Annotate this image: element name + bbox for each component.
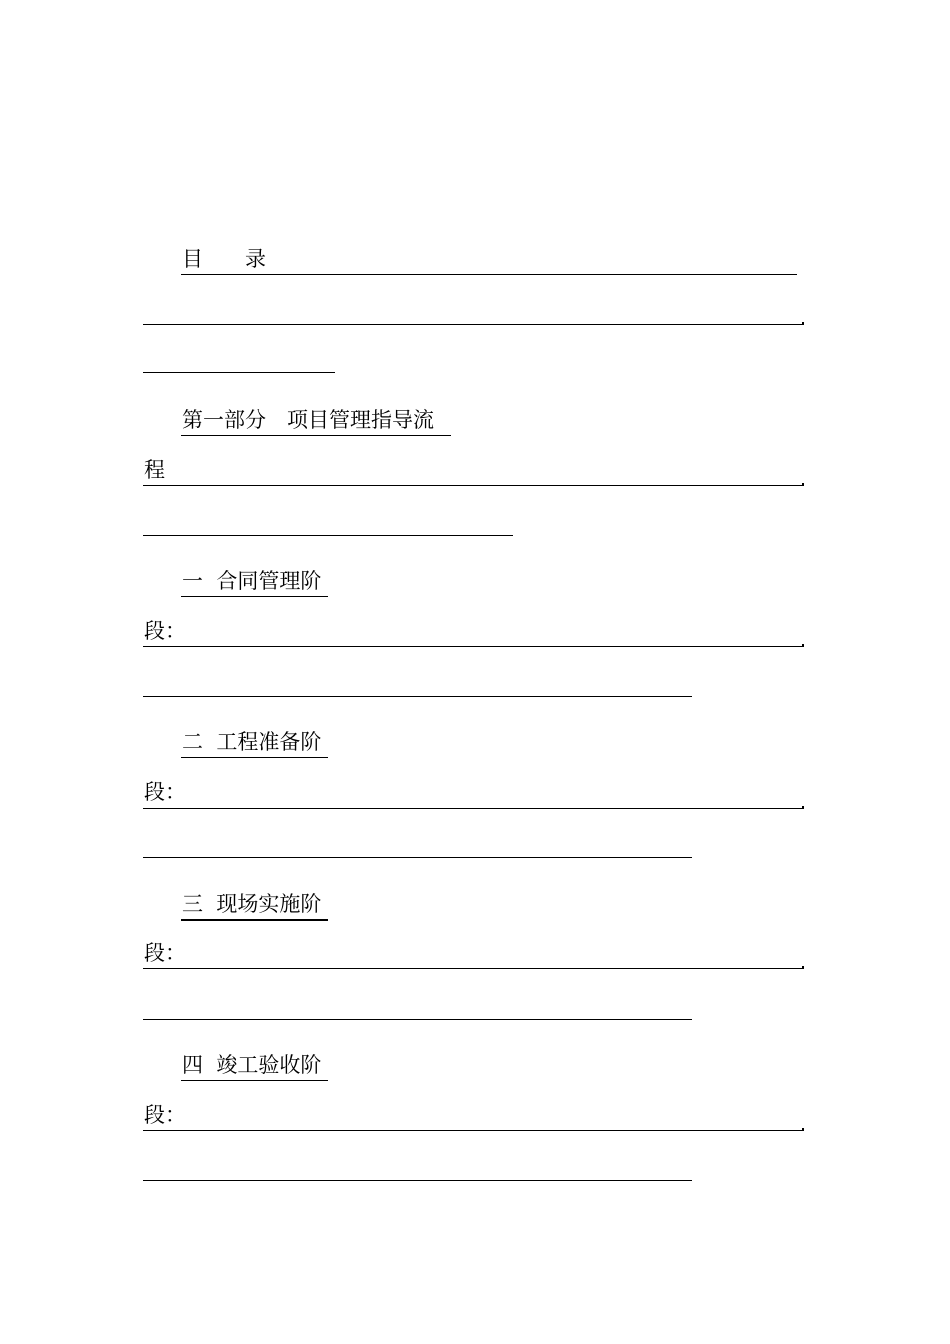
- toc-section-3-rule-short: [143, 1019, 692, 1020]
- toc-section-1-rule: [143, 646, 804, 647]
- toc-section-3-underline: [181, 919, 328, 921]
- toc-section-2-continuation[interactable]: 段：: [144, 780, 186, 804]
- toc-part1-heading[interactable]: 第一部分 项目管理指导流: [182, 408, 434, 432]
- toc-part1-rule: [143, 485, 804, 486]
- toc-section-2-rule: [143, 808, 804, 809]
- toc-section-2-rule-short: [143, 857, 692, 858]
- toc-title-rule: [181, 274, 797, 275]
- toc-section-3-heading[interactable]: 三 现场实施阶: [182, 892, 322, 916]
- toc-part1-rule-end-mark: [802, 483, 804, 486]
- toc-section-2-heading[interactable]: 二 工程准备阶: [182, 730, 322, 754]
- toc-rule-short: [143, 372, 335, 373]
- toc-title: 目 录: [182, 247, 266, 271]
- toc-part1-rule-short: [143, 535, 513, 536]
- toc-section-1-underline: [181, 596, 328, 597]
- toc-part1-continuation[interactable]: 程: [144, 458, 165, 482]
- toc-rule: [143, 324, 804, 325]
- toc-rule-end-mark: [802, 322, 804, 325]
- toc-section-4-continuation[interactable]: 段：: [144, 1103, 186, 1127]
- toc-section-3-rule: [143, 968, 804, 969]
- toc-section-4-rule: [143, 1130, 804, 1131]
- toc-section-3-continuation[interactable]: 段：: [144, 941, 186, 965]
- toc-section-4-rule-end-mark: [802, 1128, 804, 1131]
- toc-section-1-heading[interactable]: 一 合同管理阶: [182, 569, 322, 593]
- toc-section-1-rule-short: [143, 696, 692, 697]
- toc-part1-underline: [181, 435, 451, 436]
- toc-section-4-heading[interactable]: 四 竣工验收阶: [182, 1053, 322, 1077]
- toc-section-2-underline: [181, 757, 328, 758]
- toc-section-4-underline: [181, 1080, 328, 1081]
- toc-section-3-rule-end-mark: [802, 966, 804, 969]
- toc-section-1-rule-end-mark: [802, 644, 804, 647]
- toc-section-4-rule-short: [143, 1180, 692, 1181]
- toc-section-2-rule-end-mark: [802, 806, 804, 809]
- toc-section-1-continuation[interactable]: 段：: [144, 619, 186, 643]
